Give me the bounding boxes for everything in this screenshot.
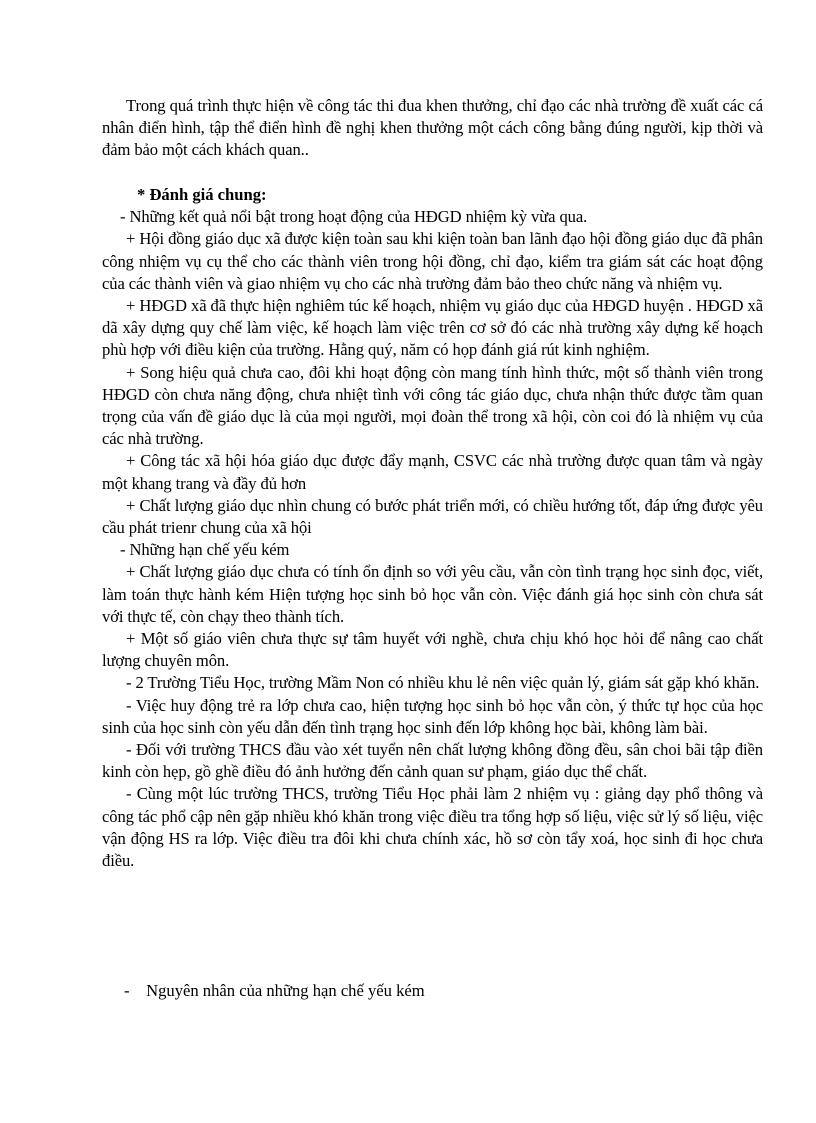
achievement-paragraph: + Công tác xã hội hóa giáo dục được đẩy mạnh, CSVC các nhà trường được quan tâm và ngày một khang trang và đầy đủ hơn [102,451,763,493]
achievement-paragraph: + Chất lượng giáo dục nhìn chung có bước phát triển mới, có chiều hướng tốt, đáp ứng được yêu cầu phát trienr chung của xã hội [102,495,763,538]
intro-paragraph: Trong quá trình thực hiện về công tác thi đua khen thưởng, chỉ đạo các nhà trường đề xuất các cá nhân điển hình, tập thể điển hình đề nghị khen thưởng một cách công bằng đúng người, kịp thời và đảm bảo một cách khách quan.. [102,96,763,160]
limit-paragraph: + Một số giáo viên chưa thực sự tâm huyết với nghề, chưa chịu khó học hỏi để nâng cao chất lượng chuyên môn. [102,629,763,671]
causes-section [102,980,763,1002]
limit-paragraph: - 2 Trường Tiểu Học, trường Mầm Non có nhiều khu lẻ nên việc quản lý, giám sát gặp khó khăn. [126,673,760,693]
limit-paragraph: + Chất lượng giáo dục chưa có tính ổn định so với yêu cầu, vẫn còn tình trạng học sinh đọc, viết, làm toán thực hành kém Hiện tượng học sinh bỏ học vẫn còn. Việc đánh giá học sinh còn chưa sát với thực tế, còn chạy theo thành tích. [102,562,763,626]
limit-paragraph: - Đối với trường THCS đầu vào xét tuyển nên chất lượng không đồng đều, sân choi bãi tập điền kinh còn hẹp, gồ ghề điều đó ảnh hưởng đến cảnh quan sư phạm, giáo dục thể chất. [102,740,763,782]
limits-title: - Những hạn chế yếu kém [120,540,290,560]
achievement-paragraph: + HĐGD xã đã thực hiện nghiêm túc kế hoạch, nhiệm vụ giáo dục của HĐGD huyện . HĐGD xã dã xây dựng quy chế làm việc, kế hoạch làm việc trên cơ sở đó các nhà trường xây dựng kế hoạch phù hợp với điều kiện của trường. Hằng quý, năm có họp đánh giá rút kinh nghiệm. [102,296,763,360]
evaluation-section [102,184,763,872]
achievement-paragraph: + Hội đồng giáo dục xã được kiện toàn sau khi kiện toàn ban lãnh đạo hội đồng giáo dục đã phân công nhiệm vụ cụ thể cho các thành viên trong hội đồng, chỉ đạo, kiểm tra giám sát các hoạt động của các thành viên và giao nhiệm vụ cho các nhà trường đảm bảo theo chức năng và nhiệm vụ. [102,229,763,293]
causes-title: - Nguyên nhân của những hạn chế yếu kém [124,981,425,1000]
evaluation-heading: * Đánh giá chung: [137,185,267,204]
limit-paragraph: - Việc huy động trẻ ra lớp chưa cao, hiện tượng học sinh bỏ học vẫn còn, ý thức tự học của học sinh của học sinh còn yếu dẫn đến tình trạng học sinh đến lớp không học bài, không làm bài. [102,695,763,737]
intro-section [102,95,763,162]
achievement-paragraph: + Song hiệu quả chưa cao, đôi khi hoạt động còn mang tính hình thức, một số thành viên trong HĐGD còn chưa năng động, chưa nhiệt tình với công tác giáo dục, chưa nhận thức được tầm quan trọng của vấn đề giáo dục là của mọi người, mọi đoàn thể trong xã hội, còn coi đó là nhiệm vụ của các nhà trường. [102,362,763,449]
limit-paragraph: - Cùng một lúc trường THCS, trường Tiểu Học phải làm 2 nhiệm vụ : giảng dạy phổ thông và công tác phổ cập nên gặp nhiều khó khăn trong việc điều tra tổng hợp số liệu, việc sử lý số liệu, việc vận động HS ra lớp. Việc điều tra đôi khi chưa chính xác, hồ sơ còn tẩy xoá, học sinh đi học chưa điều. [102,784,763,871]
achievements-title: - Những kết quả nổi bật trong hoạt động của HĐGD nhiệm kỳ vừa qua. [120,207,588,227]
